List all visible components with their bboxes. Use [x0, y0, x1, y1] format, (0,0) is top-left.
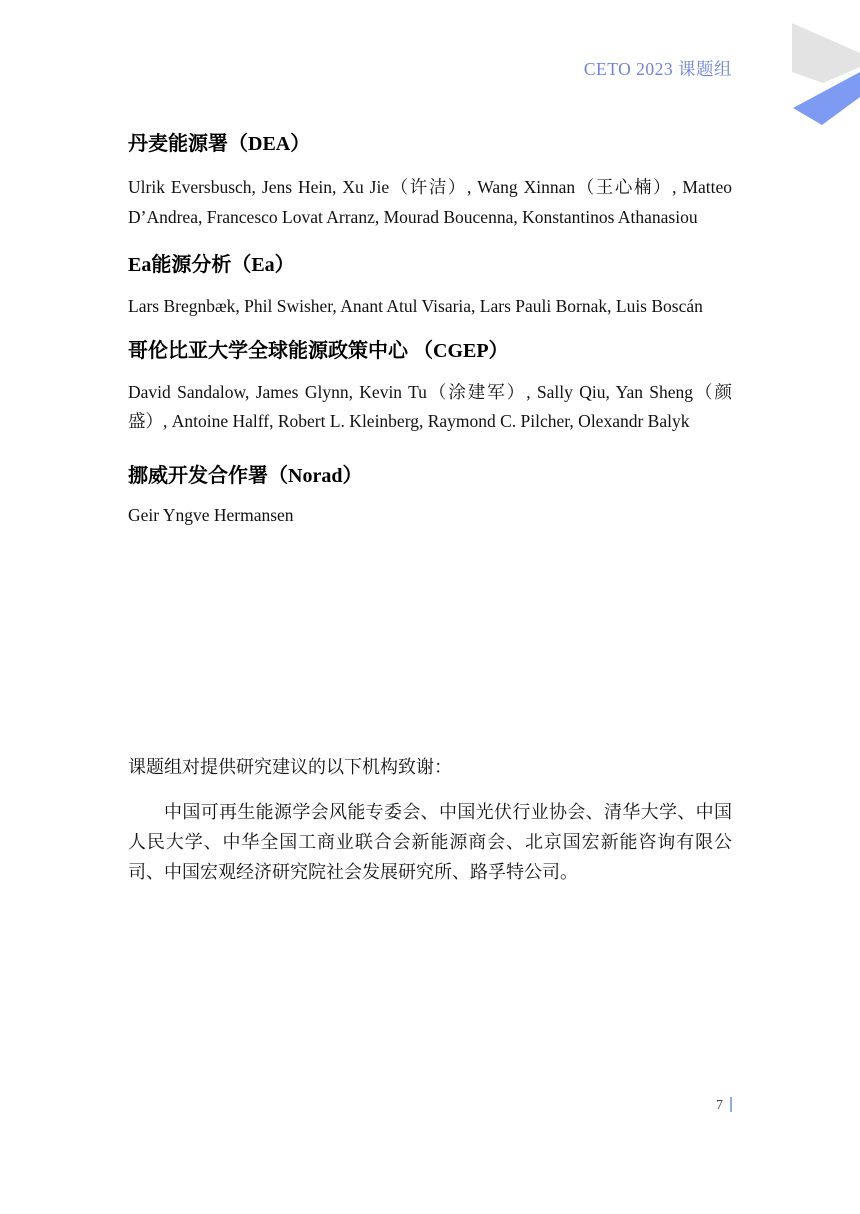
page-number: 7: [716, 1098, 723, 1113]
section-names-cgep: David Sandalow, James Glynn, Kevin Tu（涂建军）, Sally Qiu, Yan Sheng（颜盛）, Antoine Halff, Robert L. Kleinberg, Raymond C. Pilcher, Olexandr Balyk: [128, 381, 732, 431]
acknowledgement-body: 中国可再生能源学会风能专委会、中国光伏行业协会、清华大学、中国人民大学、中华全国工商业联合会新能源商会、北京国宏新能咨询有限公司、中国宏观经济研究院社会发展研究所、路孚特公司。: [128, 802, 732, 882]
section-heading-norad: 挪威开发合作署（Norad）: [128, 464, 363, 487]
page-footer: [128, 1096, 732, 1116]
section-names-ea: Lars Bregnbæk, Phil Swisher, Anant Atul Visaria, Lars Pauli Bornak, Luis Boscán: [128, 296, 703, 316]
section-heading-ea: Ea能源分析（Ea）: [128, 254, 295, 276]
section-heading-dea: 丹麦能源署（DEA）: [128, 133, 311, 155]
acknowledgement-intro: 课题组对提供研究建议的以下机构致谢：: [128, 757, 452, 777]
section-names-dea: Ulrik Eversbusch, Jens Hein, Xu Jie（许洁）, Wang Xinnan（王心楠）, Matteo D’Andrea, Francesco Lovat Arranz, Mourad Boucenna, Konstantinos Athanasiou: [128, 177, 732, 227]
footer-separator: [730, 1097, 732, 1112]
running-header: CETO 2023 课题组: [583, 59, 732, 79]
section-names-norad: Geir Yngve Hermansen: [128, 504, 294, 525]
page-content: [128, 121, 732, 887]
corner-chevron-gray-icon: [790, 22, 860, 84]
section-heading-cgep: 哥伦比亚大学全球能源政策中心 （CGEP）: [128, 339, 509, 362]
